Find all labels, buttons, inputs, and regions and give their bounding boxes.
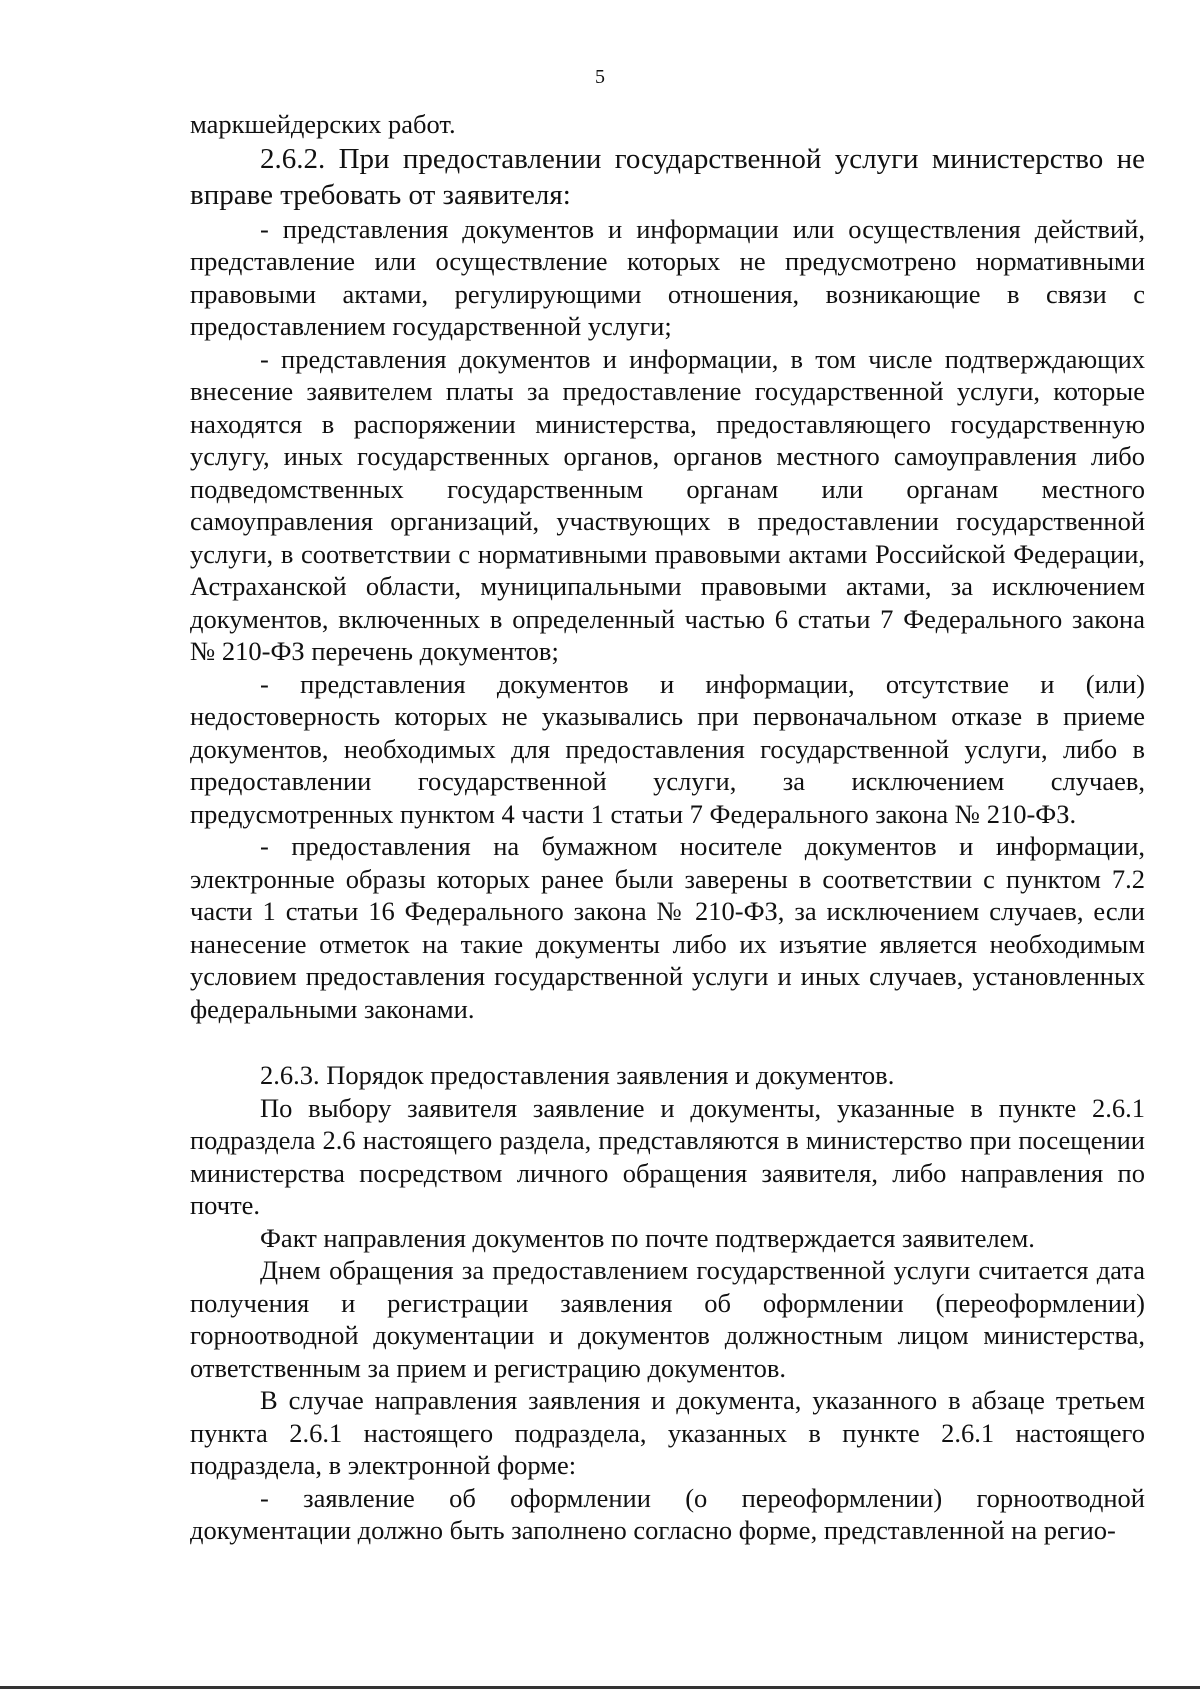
page-number: 5 (595, 66, 605, 88)
paragraph: Днем обращения за предоставлением государственной услуги считается дата получения и регистрации заявления об оформлении (переоформлении) горноотводной документации и документов должностным лицом министерства, ответственным за прием и регистрацию документов. (190, 1255, 1145, 1383)
paragraph: В случае направления заявления и документа, указанного в абзаце третьем пункта 2.6.1 настоящего подраздела, указанных в пункте 2.6.1 настоящего подраздела, в электронной форме: (190, 1385, 1145, 1480)
paragraph: Факт направления документов по почте подтверждается заявителем. (260, 1222, 1035, 1253)
paragraph: По выбору заявителя заявление и документы, указанные в пункте 2.6.1 подраздела 2.6 настоящего раздела, представляются в министерство при посещении министерства посредством личного обращения заявителя, либо направления по почте. (190, 1092, 1145, 1220)
document-body (190, 108, 1145, 1547)
section-heading-2-6-2: 2.6.2. При предоставлении государственной услуги министерство не вправе требовать от заявителя: (190, 142, 1145, 211)
list-item: - представления документов и информации, в том числе подтверждающих внесение заявителем платы за предоставление государственной услуги, которые находятся в распоряжении министерства, предоставляющего государственную услугу, иных государственных органов, органов местного самоуправления либо подведомственных государственным органам или органам местного самоуправления организаций, участвующих в предоставлении государственной услуги, в соответствии с нормативными правовыми актами Российской Федерации, Астраханской области, муниципальными правовыми актами, за исключением документов, включенных в определенный частью 6 статьи 7 Федерального закона № 210-ФЗ перечень документов; (190, 343, 1145, 666)
paragraph: маркшейдерских работ. (190, 109, 456, 139)
list-item: - предоставления на бумажном носителе документов и информации, электронные образы которых ранее были заверены в соответствии с пунктом 7.2 части 1 статьи 16 Федерального закона № 210-ФЗ, за исключением случаев, если нанесение отметок на такие документы либо их изъятие является необходимым условием предоставления государственной услуги и иных случаев, установленных федеральными законами. (190, 831, 1145, 1024)
list-item: - заявление об оформлении (о переоформлении) горноотводной документации должно быть заполнено согласно форме, представленной на регио- (190, 1482, 1145, 1545)
section-heading-2-6-3: 2.6.3. Порядок предоставления заявления и документов. (260, 1060, 895, 1090)
list-item: - представления документов и информации или осуществления действий, представление или осуществление которых не предусмотрено нормативными правовыми актами, регулирующими отношения, возникающие в связи с предоставлением государственной услуги; (190, 213, 1145, 341)
page-bottom-border (0, 1686, 1200, 1689)
list-item: - представления документов и информации, отсутствие и (или) недостоверность которых не указывались при первоначальном отказе в приеме документов, необходимых для предоставления государственной услуги, либо в предоставлении государственной услуги, за исключением случаев, предусмотренных пунктом 4 части 1 статьи 7 Федерального закона № 210-ФЗ. (190, 668, 1145, 829)
